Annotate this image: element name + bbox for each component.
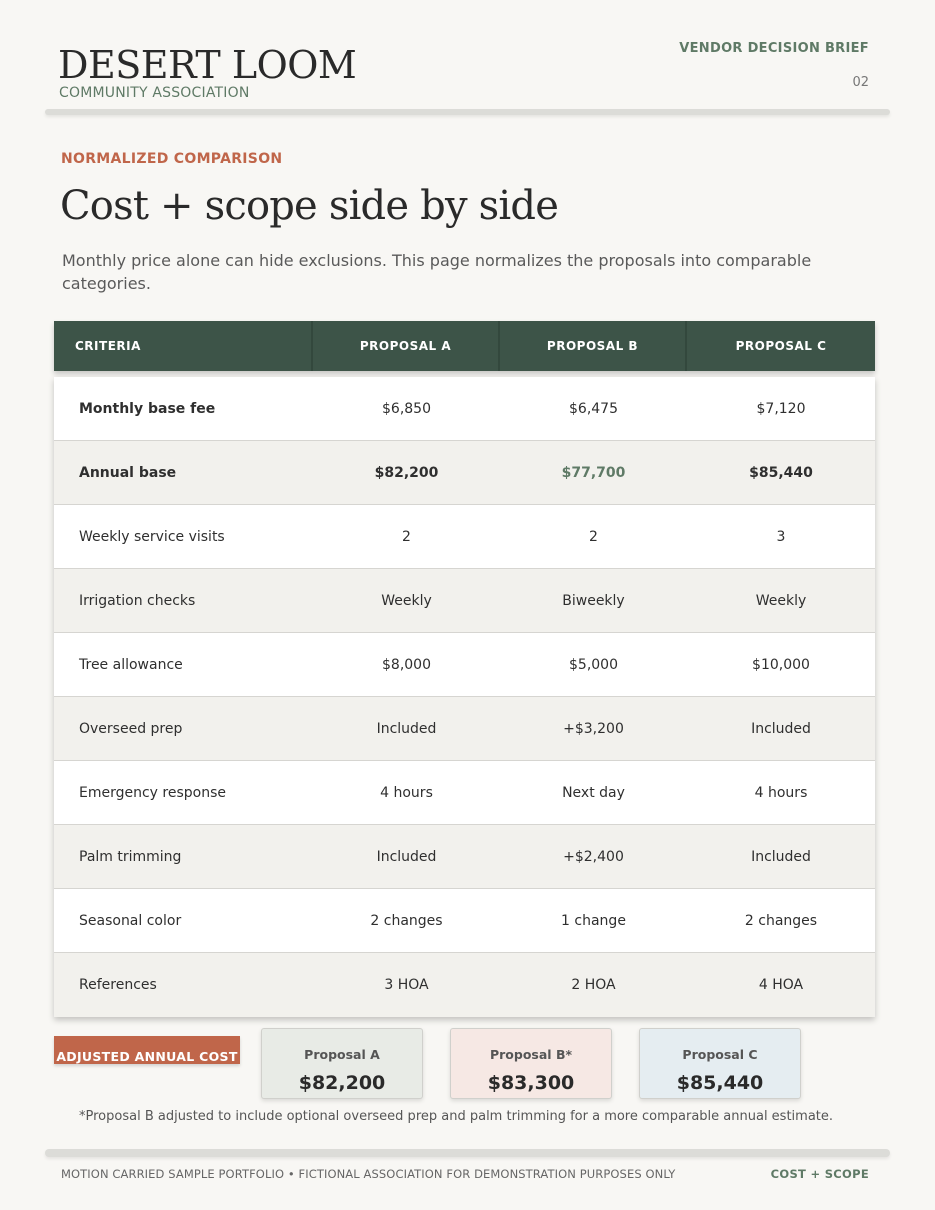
cell-proposal-b: +$3,200 <box>563 720 624 737</box>
table-row <box>54 633 875 697</box>
table-row <box>54 761 875 825</box>
footer-disclaimer: MOTION CARRIED SAMPLE PORTFOLIO • FICTIONAL ASSOCIATION FOR DEMONSTRATION PURPOSES ONLY <box>61 1167 676 1181</box>
row-criteria: Irrigation checks <box>79 592 196 609</box>
header-criteria: CRITERIA <box>54 321 313 371</box>
cell-proposal-c: Included <box>751 848 811 865</box>
adjusted-cost-card-c <box>639 1028 801 1099</box>
row-criteria: Weekly service visits <box>79 528 225 545</box>
card-proposal-value: $83,300 <box>487 1072 575 1094</box>
cell-proposal-b: 1 change <box>561 912 626 929</box>
table-row <box>54 569 875 633</box>
cell-proposal-c: Weekly <box>755 592 807 609</box>
footnote: *Proposal B adjusted to include optional overseed prep and palm trimming for a more comparable annual estimate. <box>79 1109 834 1124</box>
cell-proposal-b: 2 HOA <box>571 977 616 993</box>
brand-title: DESERT LOOM <box>58 43 357 87</box>
card-proposal-value: $82,200 <box>298 1072 386 1094</box>
cell-proposal-a: $82,200 <box>374 464 439 481</box>
cell-proposal-a: $6,850 <box>382 400 431 417</box>
row-criteria: Emergency response <box>79 784 226 801</box>
cell-proposal-b: $5,000 <box>569 656 618 673</box>
adjusted-annual-cost-label: ADJUSTED ANNUAL COST <box>54 1036 240 1064</box>
header-proposal-a: PROPOSAL A <box>313 321 500 371</box>
table-row <box>54 377 875 441</box>
cell-proposal-c: Included <box>751 720 811 737</box>
cell-proposal-a: $8,000 <box>382 656 431 673</box>
table-row <box>54 505 875 569</box>
page-title: Cost + scope side by side <box>60 183 559 229</box>
cell-proposal-c: $7,120 <box>756 400 806 417</box>
footer-section-label: COST + SCOPE <box>770 1167 869 1181</box>
cell-proposal-c: $10,000 <box>752 656 810 673</box>
cell-proposal-b: Next day <box>562 784 625 801</box>
table-row <box>54 889 875 953</box>
cell-proposal-c: $85,440 <box>749 464 813 481</box>
cell-proposal-c: 4 hours <box>754 784 808 801</box>
row-criteria: Overseed prep <box>79 720 183 737</box>
table-row <box>54 825 875 889</box>
cell-proposal-c: 4 HOA <box>758 977 804 993</box>
cell-proposal-a: 4 hours <box>380 784 433 801</box>
table-body <box>54 377 875 1017</box>
intro-text: Monthly price alone can hide exclusions. This page normalizes the proposals into comparable categories. <box>62 251 812 293</box>
page-header <box>0 0 935 120</box>
row-criteria: Annual base <box>79 464 177 481</box>
cell-proposal-b: 2 <box>589 528 598 545</box>
card-proposal-name: Proposal C <box>682 1047 758 1062</box>
brand-subtitle: COMMUNITY ASSOCIATION <box>59 85 250 101</box>
cell-proposal-a: Included <box>376 720 437 737</box>
row-criteria: Palm trimming <box>79 848 182 865</box>
adjusted-cost-card-b <box>450 1028 612 1099</box>
cell-proposal-a: 2 changes <box>370 912 443 929</box>
cell-proposal-a: 2 <box>402 528 411 545</box>
cell-proposal-a: 3 HOA <box>384 977 429 993</box>
cell-proposal-c: 2 changes <box>744 912 818 929</box>
cell-proposal-c: 3 <box>776 528 786 545</box>
row-criteria: Monthly base fee <box>79 400 216 417</box>
footer-divider <box>45 1149 890 1157</box>
cell-proposal-b: Biweekly <box>562 592 625 609</box>
cell-proposal-a: Included <box>376 848 437 865</box>
cell-proposal-b: +$2,400 <box>563 848 624 865</box>
cell-proposal-b-lowest: $77,700 <box>561 464 626 481</box>
table-header <box>54 321 875 371</box>
adjusted-cost-card-a <box>261 1028 423 1099</box>
cell-proposal-a: Weekly <box>381 592 432 609</box>
brief-label: VENDOR DECISION BRIEF <box>679 41 869 56</box>
card-proposal-name: Proposal B* <box>489 1047 573 1062</box>
cell-proposal-b: $6,475 <box>569 400 618 417</box>
page-number: 02 <box>852 75 869 90</box>
row-criteria: Seasonal color <box>79 912 182 929</box>
table-row <box>54 441 875 505</box>
comparison-table <box>54 321 875 1017</box>
card-proposal-value: $85,440 <box>676 1072 764 1094</box>
card-proposal-name: Proposal A <box>304 1047 380 1062</box>
table-row <box>54 953 875 1017</box>
header-proposal-b: PROPOSAL B <box>500 321 687 371</box>
header-divider <box>45 109 890 115</box>
table-row <box>54 697 875 761</box>
section-eyebrow: NORMALIZED COMPARISON <box>61 151 283 167</box>
header-proposal-c: PROPOSAL C <box>735 339 827 353</box>
row-criteria: References <box>79 977 157 993</box>
row-criteria: Tree allowance <box>79 656 183 673</box>
